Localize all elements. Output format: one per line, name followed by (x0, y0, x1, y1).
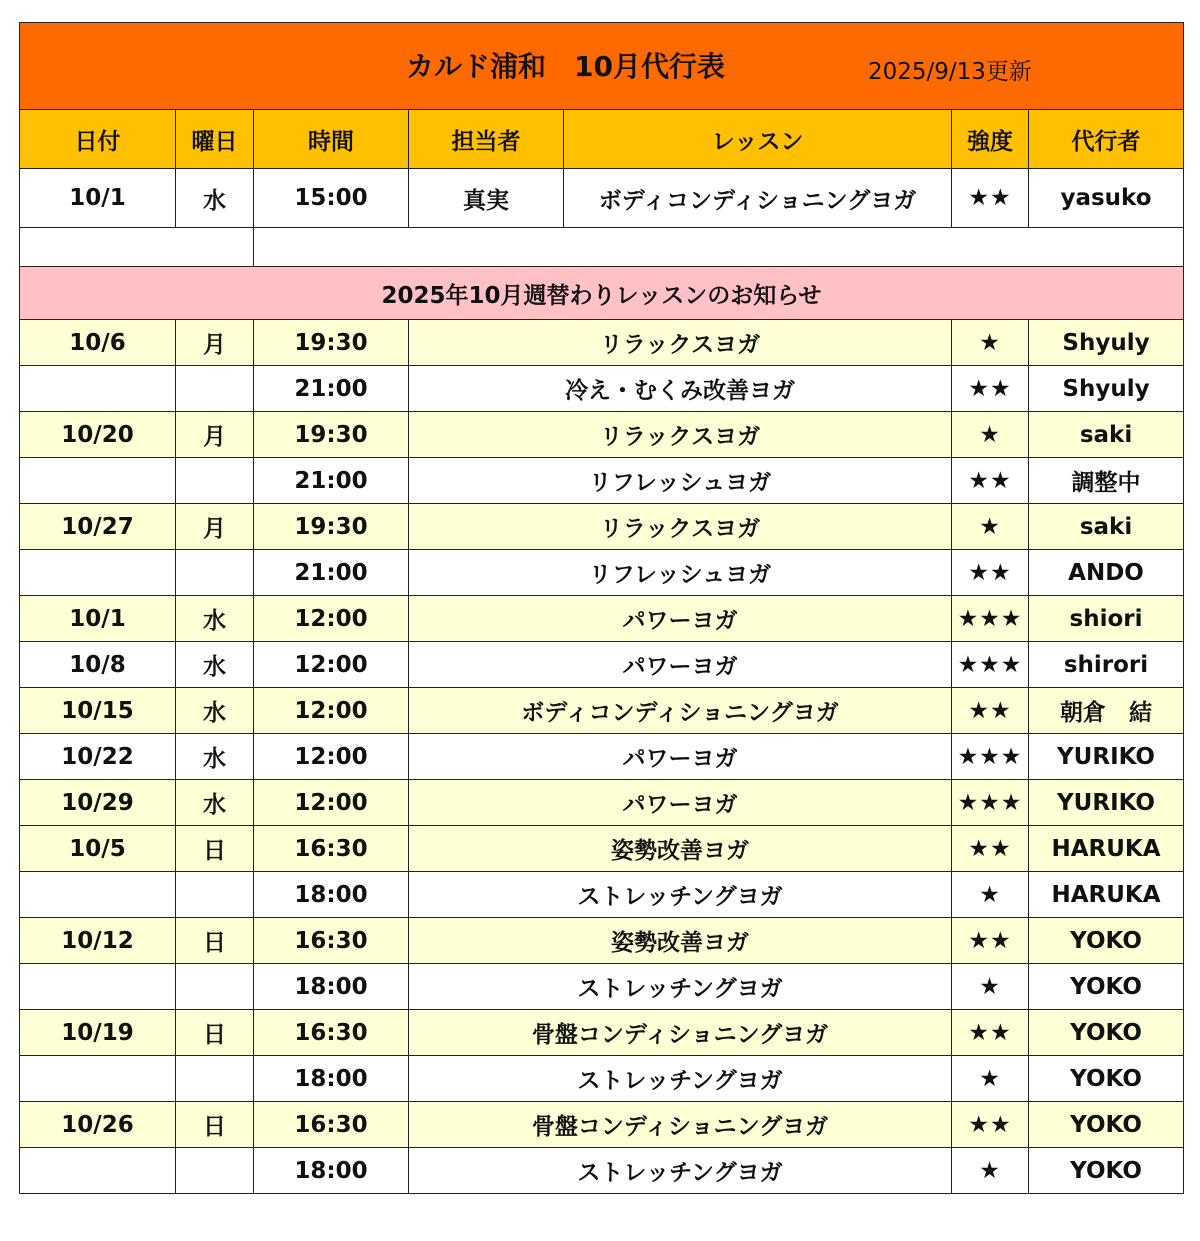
lesson-cell: リラックスヨガ (409, 504, 952, 550)
substitute-cell: 朝倉 結 (1029, 688, 1184, 734)
substitute-cell: saki (1029, 412, 1184, 458)
table-row (20, 780, 1184, 826)
substitute-cell: saki (1029, 504, 1184, 550)
time-cell: 12:00 (254, 734, 409, 780)
weekday-cell: 水 (176, 596, 254, 642)
intensity-cell: ★★★ (952, 780, 1029, 826)
time-cell: 21:00 (254, 366, 409, 412)
intensity-cell: ★★★ (952, 642, 1029, 688)
table-row (20, 504, 1184, 550)
lesson-cell: パワーヨガ (409, 596, 952, 642)
intensity-cell: ★★★ (952, 734, 1029, 780)
lesson-cell: ストレッチングヨガ (409, 964, 952, 1010)
table-row (20, 918, 1184, 964)
date-cell: 10/20 (20, 412, 176, 458)
lesson-cell: リフレッシュヨガ (409, 550, 952, 596)
notice-row (20, 267, 1184, 320)
time-cell: 15:00 (254, 169, 409, 228)
header-time: 時間 (254, 110, 409, 169)
time-cell: 21:00 (254, 458, 409, 504)
weekday-cell: 水 (176, 642, 254, 688)
date-cell (20, 872, 176, 918)
weekday-cell: 日 (176, 1102, 254, 1148)
table-row (20, 826, 1184, 872)
substitute-cell: Shyuly (1029, 366, 1184, 412)
instructor-cell: 真実 (409, 169, 564, 228)
date-cell: 10/26 (20, 1102, 176, 1148)
intensity-cell: ★ (952, 412, 1029, 458)
time-cell: 16:30 (254, 826, 409, 872)
updated-date: 2025/9/13更新 (868, 59, 1032, 85)
date-cell (20, 1056, 176, 1102)
lesson-cell: リフレッシュヨガ (409, 458, 952, 504)
lesson-cell: パワーヨガ (409, 780, 952, 826)
lesson-cell: 姿勢改善ヨガ (409, 918, 952, 964)
time-cell: 18:00 (254, 964, 409, 1010)
date-cell: 10/19 (20, 1010, 176, 1056)
date-cell (20, 550, 176, 596)
substitute-cell: YOKO (1029, 1148, 1184, 1194)
table-row (20, 320, 1184, 366)
date-cell: 10/1 (20, 596, 176, 642)
substitute-cell: Shyuly (1029, 320, 1184, 366)
weekday-cell: 月 (176, 504, 254, 550)
time-cell: 16:30 (254, 1010, 409, 1056)
substitute-cell: yasuko (1029, 169, 1184, 228)
weekday-cell: 日 (176, 1010, 254, 1056)
substitute-cell: ANDO (1029, 550, 1184, 596)
date-cell: 10/8 (20, 642, 176, 688)
header-date: 日付 (20, 110, 176, 169)
substitute-cell: YOKO (1029, 1010, 1184, 1056)
date-cell (20, 1148, 176, 1194)
intensity-cell: ★★ (952, 169, 1029, 228)
table-row (20, 1010, 1184, 1056)
table-row (20, 964, 1184, 1010)
intensity-cell: ★★ (952, 918, 1029, 964)
table-row (20, 1148, 1184, 1194)
table-row (20, 596, 1184, 642)
intensity-cell: ★ (952, 504, 1029, 550)
weekday-cell: 月 (176, 412, 254, 458)
weekday-cell (176, 1148, 254, 1194)
weekday-cell: 水 (176, 169, 254, 228)
time-cell: 19:30 (254, 320, 409, 366)
time-cell: 12:00 (254, 688, 409, 734)
intensity-cell: ★★ (952, 826, 1029, 872)
weekday-cell: 水 (176, 688, 254, 734)
substitute-cell: YOKO (1029, 964, 1184, 1010)
intensity-cell: ★★ (952, 550, 1029, 596)
lesson-cell: ストレッチングヨガ (409, 1148, 952, 1194)
substitute-cell: 調整中 (1029, 458, 1184, 504)
weekday-cell (176, 1056, 254, 1102)
date-cell: 10/27 (20, 504, 176, 550)
substitute-cell: YOKO (1029, 1102, 1184, 1148)
table-row (20, 412, 1184, 458)
date-cell: 10/29 (20, 780, 176, 826)
lesson-cell: 姿勢改善ヨガ (409, 826, 952, 872)
substitute-cell: YURIKO (1029, 734, 1184, 780)
weekday-cell (176, 458, 254, 504)
time-cell: 12:00 (254, 642, 409, 688)
time-cell: 12:00 (254, 780, 409, 826)
blank-row (20, 228, 1184, 267)
substitute-cell: HARUKA (1029, 826, 1184, 872)
time-cell: 18:00 (254, 872, 409, 918)
date-cell: 10/12 (20, 918, 176, 964)
lesson-cell: ストレッチングヨガ (409, 1056, 952, 1102)
table-row (20, 1056, 1184, 1102)
substitute-cell: YURIKO (1029, 780, 1184, 826)
title-row (20, 23, 1184, 110)
lesson-cell: 骨盤コンディショニングヨガ (409, 1010, 952, 1056)
intensity-cell: ★ (952, 1056, 1029, 1102)
intensity-cell: ★ (952, 320, 1029, 366)
date-cell: 10/15 (20, 688, 176, 734)
intensity-cell: ★ (952, 872, 1029, 918)
page-title: カルド浦和 10月代行表 (406, 50, 725, 83)
intensity-cell: ★★ (952, 688, 1029, 734)
time-cell: 18:00 (254, 1056, 409, 1102)
weekday-cell: 日 (176, 826, 254, 872)
header-lesson: レッスン (564, 110, 952, 169)
header-row (20, 110, 1184, 169)
table-row (20, 366, 1184, 412)
substitute-cell: shiori (1029, 596, 1184, 642)
lesson-cell: リラックスヨガ (409, 320, 952, 366)
intensity-cell: ★★ (952, 458, 1029, 504)
weekday-cell: 水 (176, 780, 254, 826)
notice-heading: 2025年10月週替わりレッスンのお知らせ (20, 267, 1184, 320)
time-cell: 16:30 (254, 918, 409, 964)
date-cell: 10/6 (20, 320, 176, 366)
intensity-cell: ★★ (952, 1010, 1029, 1056)
weekday-cell: 日 (176, 918, 254, 964)
substitute-schedule-table (19, 22, 1184, 1194)
blank-cell (20, 228, 254, 267)
weekday-cell: 月 (176, 320, 254, 366)
table-row (20, 550, 1184, 596)
time-cell: 21:00 (254, 550, 409, 596)
header-instructor: 担当者 (409, 110, 564, 169)
table-row (20, 642, 1184, 688)
substitute-cell: YOKO (1029, 918, 1184, 964)
lesson-cell: ボディコンディショニングヨガ (564, 169, 952, 228)
table-row (20, 688, 1184, 734)
date-cell (20, 458, 176, 504)
intensity-cell: ★★ (952, 366, 1029, 412)
table-row (20, 458, 1184, 504)
time-cell: 19:30 (254, 504, 409, 550)
substitute-cell: HARUKA (1029, 872, 1184, 918)
table-row (20, 1102, 1184, 1148)
weekday-cell (176, 550, 254, 596)
weekday-cell (176, 964, 254, 1010)
header-substitute: 代行者 (1029, 110, 1184, 169)
time-cell: 12:00 (254, 596, 409, 642)
date-cell: 10/22 (20, 734, 176, 780)
lesson-cell: リラックスヨガ (409, 412, 952, 458)
table-row (20, 734, 1184, 780)
date-cell (20, 964, 176, 1010)
time-cell: 19:30 (254, 412, 409, 458)
blank-cell (254, 228, 1184, 267)
intensity-cell: ★ (952, 1148, 1029, 1194)
date-cell: 10/5 (20, 826, 176, 872)
weekday-cell: 水 (176, 734, 254, 780)
substitute-cell: YOKO (1029, 1056, 1184, 1102)
substitute-cell: shirori (1029, 642, 1184, 688)
intensity-cell: ★★★ (952, 596, 1029, 642)
lesson-cell: 冷え・むくみ改善ヨガ (409, 366, 952, 412)
table-row (20, 169, 1184, 228)
intensity-cell: ★★ (952, 1102, 1029, 1148)
header-intensity: 強度 (952, 110, 1029, 169)
date-cell: 10/1 (20, 169, 176, 228)
lesson-cell: 骨盤コンディショニングヨガ (409, 1102, 952, 1148)
table-row (20, 872, 1184, 918)
weekday-cell (176, 872, 254, 918)
lesson-cell: パワーヨガ (409, 734, 952, 780)
intensity-cell: ★ (952, 964, 1029, 1010)
lesson-cell: パワーヨガ (409, 642, 952, 688)
lesson-cell: ストレッチングヨガ (409, 872, 952, 918)
time-cell: 16:30 (254, 1102, 409, 1148)
date-cell (20, 366, 176, 412)
header-weekday: 曜日 (176, 110, 254, 169)
time-cell: 18:00 (254, 1148, 409, 1194)
weekday-cell (176, 366, 254, 412)
lesson-cell: ボディコンディショニングヨガ (409, 688, 952, 734)
